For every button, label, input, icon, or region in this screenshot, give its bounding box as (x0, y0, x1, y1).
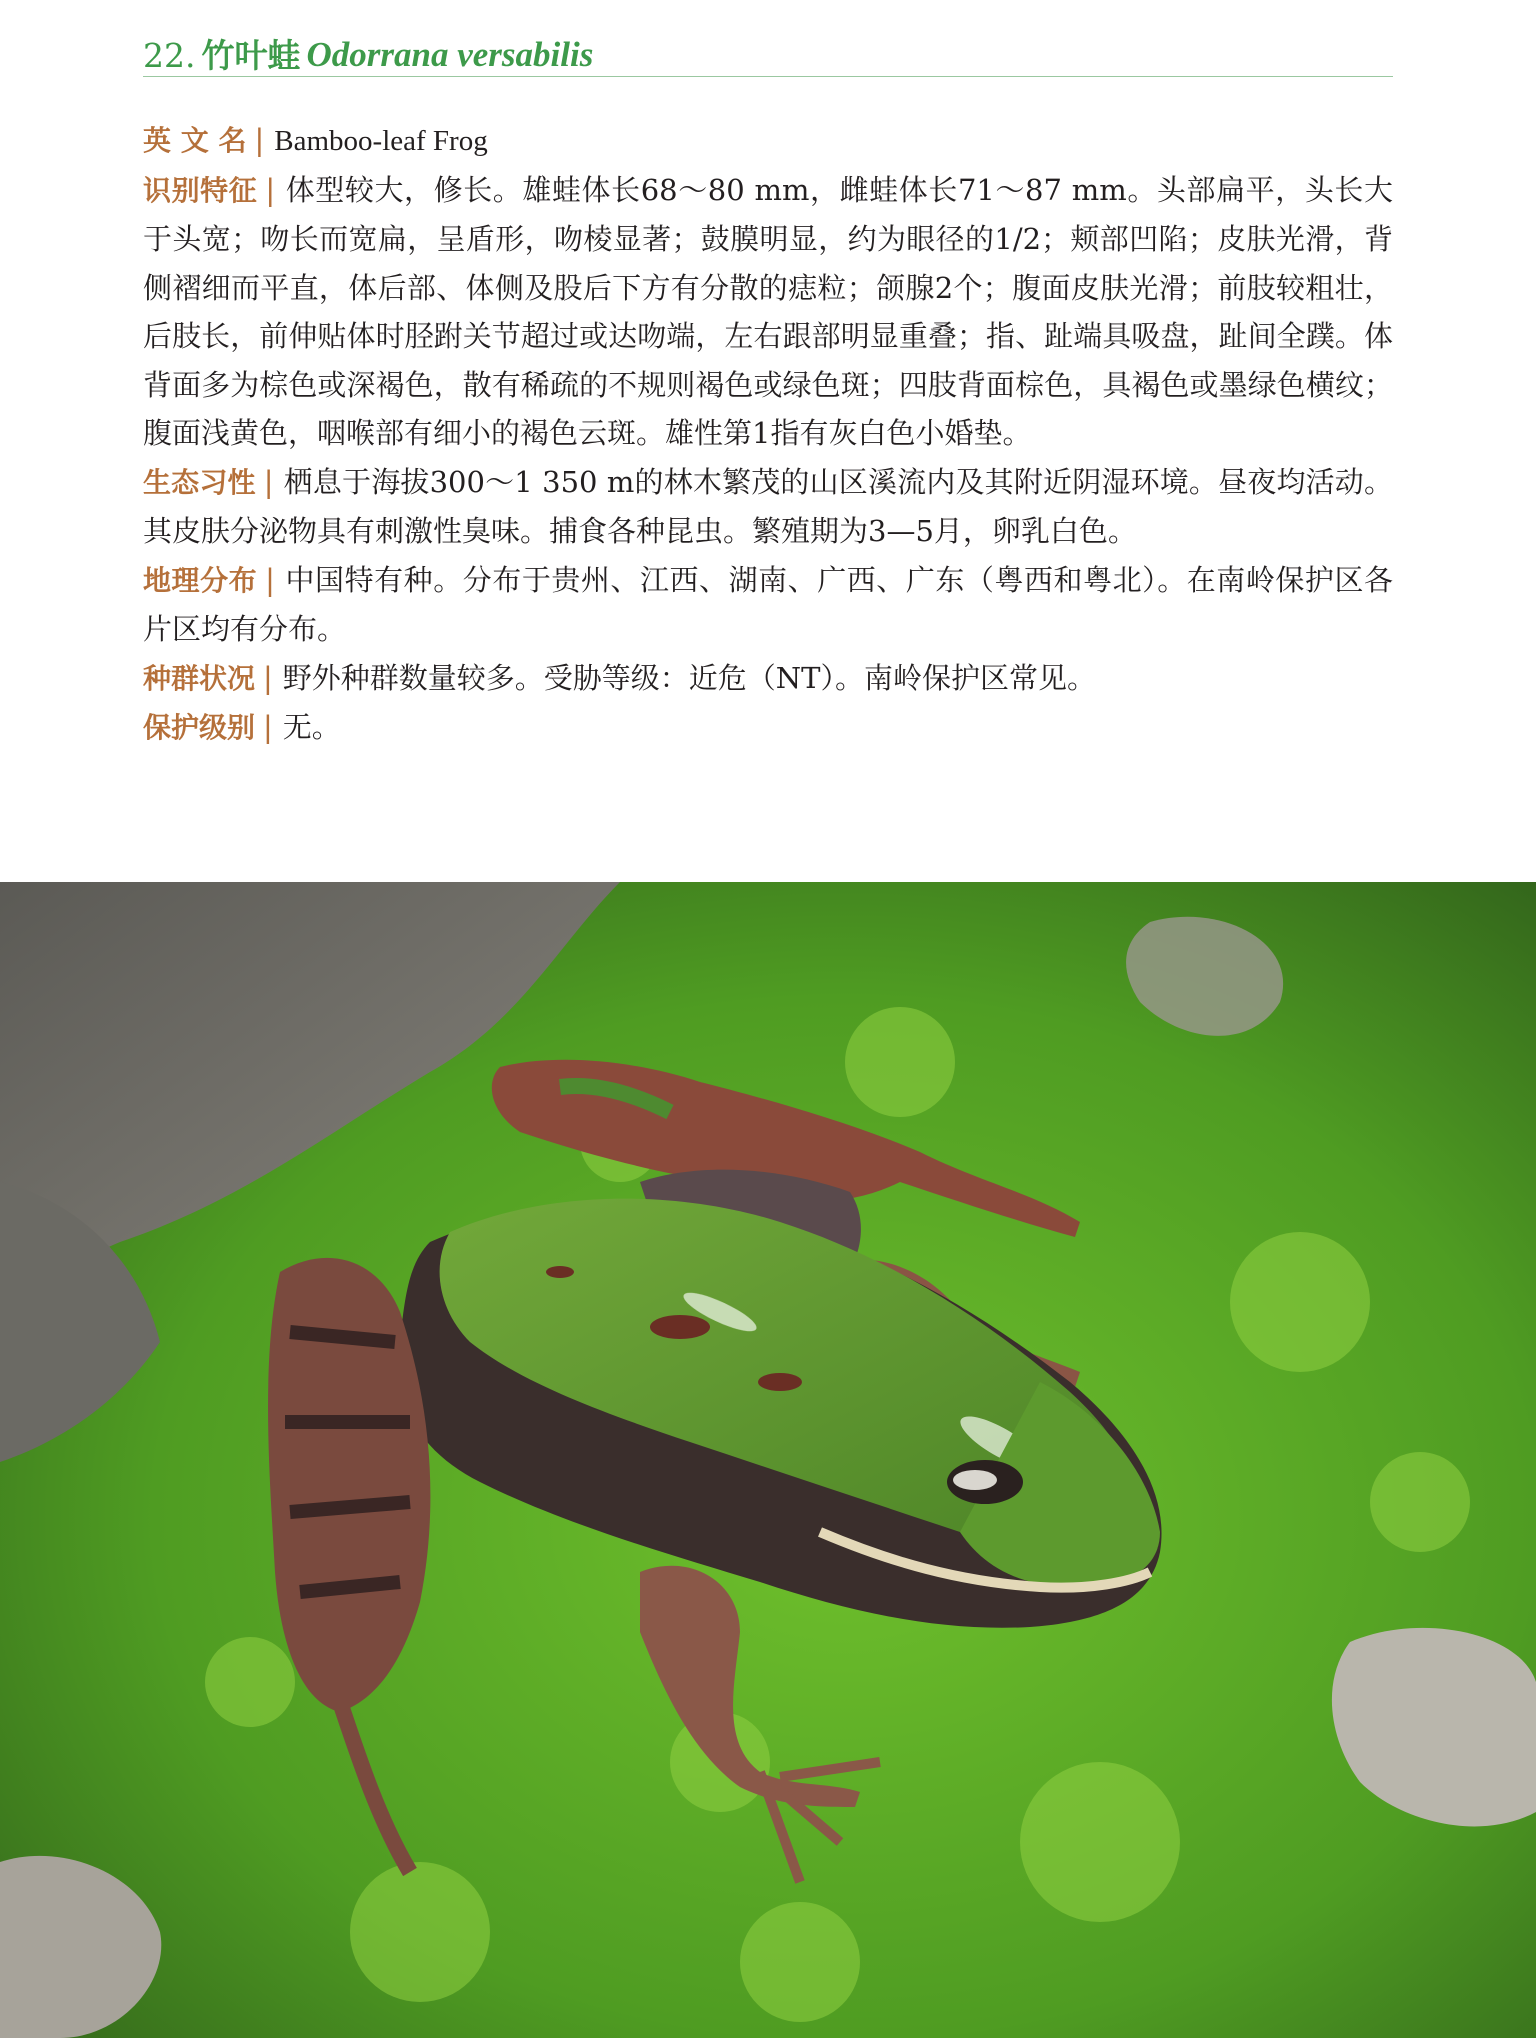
entry-label: 保护级别 (143, 711, 256, 744)
entry-text: Bamboo-leaf Frog (274, 125, 488, 157)
entry-population (143, 654, 1393, 704)
header-divider (143, 76, 1393, 77)
entry-text: 栖息于海拔300～1 350 m的林木繁茂的山区溪流内及其附近阴湿环境。昼夜均活动。其皮肤分泌物具有刺激性臭味。捕食各种昆虫。繁殖期为3—5月，卵乳白色。 (143, 464, 1393, 548)
entry-label: 种群状况 (143, 661, 256, 695)
entry-ecology (143, 458, 1393, 556)
entry-label: 地理分布 (143, 563, 258, 597)
entry-distribution (143, 556, 1393, 654)
page-header (143, 16, 1393, 76)
species-number: 22. (143, 36, 196, 76)
entry-text: 无。 (282, 710, 341, 744)
entry-text: 野外种群数量较多。受胁等级：近危（NT）。南岭保护区常见。 (282, 660, 1097, 695)
species-name-latin: Odorrana versabilis (306, 35, 594, 74)
frog-photo (0, 882, 1536, 2038)
frog-photo-illustration (0, 882, 1536, 2038)
entry-text: 中国特有种。分布于贵州、江西、湖南、广西、广东（粤西和粤北）。在南岭保护区各片区均有分布。 (143, 562, 1393, 646)
label-separator: | (254, 123, 265, 157)
label-separator: | (265, 172, 276, 207)
entry-label: 识别特征 (143, 173, 258, 207)
species-name-chinese: 竹叶蛙 (201, 36, 301, 76)
species-description (143, 116, 1393, 753)
eye-reflection (953, 1470, 997, 1490)
entry-protection (143, 703, 1393, 753)
entry-identification (143, 166, 1393, 458)
entry-english-name (143, 116, 1393, 166)
label-separator: | (263, 464, 274, 499)
label-separator: | (263, 710, 273, 744)
entry-label: 生态习性 (143, 465, 256, 499)
label-separator: | (263, 660, 273, 695)
entry-label: 英 文 名 (143, 124, 247, 157)
entry-text: 体型较大，修长。雄蛙体长68～80 mm，雌蛙体长71～87 mm。头部扁平，头长大于头宽；吻长而宽扁，呈盾形，吻棱显著；鼓膜明显，约为眼径的1/2；颊部凹陷；皮肤光滑，背侧褶细而平直，体后部、体侧及股后下方有分散的痣粒；颌腺2个；腹面皮肤光滑；前肢较粗壮，后肢长，前伸贴体时胫跗关节超过或达吻端，左右跟部明显重叠；指、趾端具吸盘，趾间全蹼。体背面多为棕色或深褐色，散有稀疏的不规则褐色或绿色斑；四肢背面棕色，具褐色或墨绿色横纹；腹面浅黄色，咽喉部有细小的褐色云斑。雄性第1指有灰白色小婚垫。 (143, 172, 1393, 450)
label-separator: | (265, 562, 275, 597)
